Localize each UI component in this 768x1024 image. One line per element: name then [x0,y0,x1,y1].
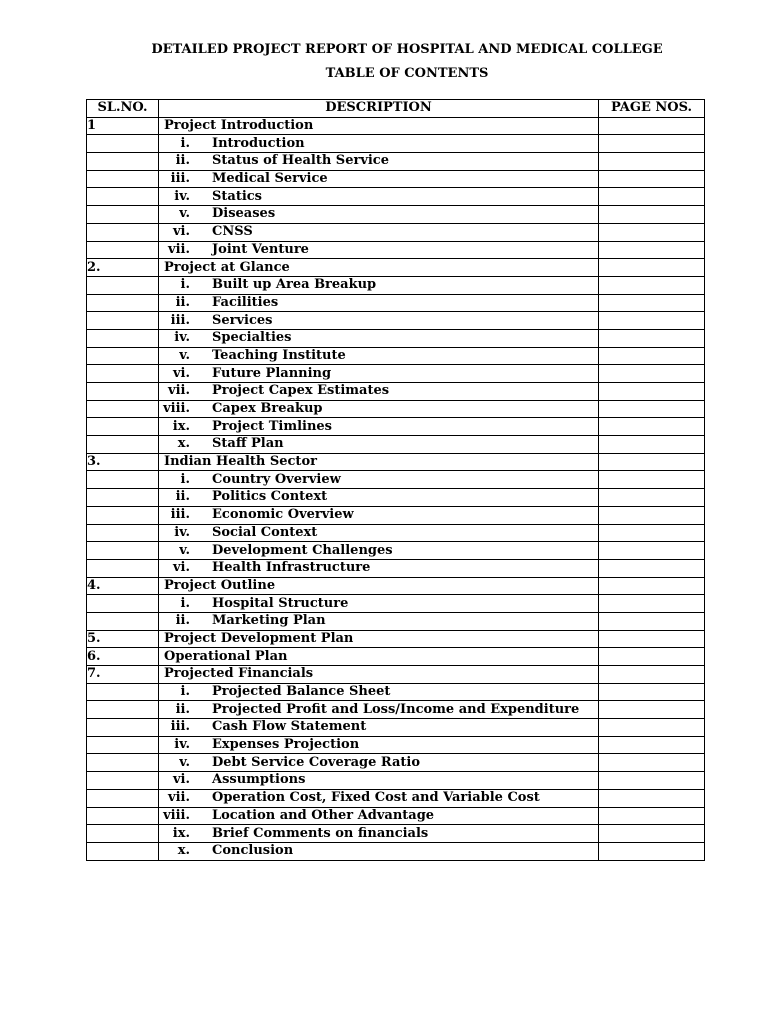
toc-roman-numeral: ii. [175,701,190,717]
toc-description [159,206,599,224]
toc-page-no [599,383,705,401]
toc-sl-no [87,276,159,294]
toc-subsection-row [87,789,705,807]
toc-subsection-row [87,559,705,577]
toc-entry-text: Economic Overview [212,507,354,523]
toc-subsection-row [87,436,705,454]
toc-heading: TABLE OF CONTENTS [325,66,489,81]
toc-roman-numeral: vii. [168,790,190,806]
toc-description [159,489,599,507]
toc-sl-no [87,489,159,507]
toc-roman-numeral: vii. [168,383,190,399]
toc-subsection-row [87,400,705,418]
toc-roman-numeral: viii. [163,401,190,417]
toc-entry-text: Country Overview [212,471,341,487]
toc-sl-no [87,170,159,188]
toc-page-no [599,666,705,684]
toc-page-no [599,701,705,719]
toc-page-no [599,825,705,843]
toc-roman-numeral: i. [180,277,190,293]
toc-section-row [87,117,705,135]
toc-roman-numeral: ii. [175,489,190,505]
toc-entry-text: Specialties [212,330,292,346]
toc-sl-no: 6. [87,648,159,666]
toc-subsection-row [87,595,705,613]
toc-roman-numeral: ii. [175,613,190,629]
toc-section-row [87,259,705,277]
toc-entry-text: Operation Cost, Fixed Cost and Variable Cost [212,790,540,806]
toc-entry-text: Projected Balance Sheet [212,684,391,700]
toc-roman-numeral: i. [180,595,190,611]
toc-entry-text: CNSS [212,224,253,240]
toc-page-no [599,489,705,507]
toc-sl-no [87,772,159,790]
toc-roman-numeral: iii. [170,507,190,523]
toc-description [159,683,599,701]
toc-description [159,117,599,135]
toc-entry-text: Location and Other Advantage [212,807,435,823]
toc-roman-numeral: i. [180,135,190,151]
toc-page-no [599,418,705,436]
toc-section-text: Project Introduction [164,118,314,134]
toc-page-no [599,276,705,294]
toc-page-no [599,153,705,171]
toc-roman-numeral: i. [180,471,190,487]
toc-subsection-row [87,365,705,383]
toc-description [159,595,599,613]
toc-sl-no [87,842,159,860]
toc-roman-numeral: iii. [170,171,190,187]
toc-sl-no [87,135,159,153]
toc-sl-no [87,612,159,630]
toc-description [159,241,599,259]
toc-page-no [599,188,705,206]
toc-subsection-row [87,825,705,843]
toc-roman-numeral: vi. [172,772,190,788]
toc-sl-no [87,206,159,224]
toc-entry-text: Expenses Projection [212,737,360,753]
toc-subsection-row [87,153,705,171]
toc-description [159,754,599,772]
toc-subsection-row [87,347,705,365]
toc-subsection-row [87,188,705,206]
toc-section-row [87,648,705,666]
toc-roman-numeral: ii. [175,294,190,310]
toc-description [159,612,599,630]
toc-description [159,471,599,489]
toc-sl-no [87,754,159,772]
toc-page-no [599,453,705,471]
toc-subsection-row [87,542,705,560]
toc-page-no [599,347,705,365]
toc-subsection-row [87,612,705,630]
toc-roman-numeral: ix. [172,825,190,841]
toc-roman-numeral: vi. [172,365,190,381]
toc-sl-no [87,365,159,383]
toc-sl-no: 7. [87,666,159,684]
toc-page-no [599,223,705,241]
toc-entry-text: Assumptions [212,772,306,788]
toc-description [159,135,599,153]
toc-page-no [599,559,705,577]
header-page-nos: PAGE NOS. [599,100,705,118]
toc-entry-text: Marketing Plan [212,613,326,629]
toc-roman-numeral: iv. [174,188,190,204]
toc-subsection-row [87,736,705,754]
toc-page-no [599,683,705,701]
toc-description [159,789,599,807]
toc-description [159,312,599,330]
toc-description [159,347,599,365]
toc-subsection-row [87,754,705,772]
toc-section-row [87,630,705,648]
toc-section-text: Indian Health Sector [164,454,317,470]
toc-sl-no [87,436,159,454]
toc-description [159,400,599,418]
toc-entry-text: Diseases [212,206,276,222]
toc-description [159,453,599,471]
toc-subsection-row [87,418,705,436]
toc-subsection-row [87,701,705,719]
toc-subsection-row [87,223,705,241]
toc-subsection-row [87,772,705,790]
toc-roman-numeral: iii. [170,719,190,735]
toc-subsection-row [87,471,705,489]
toc-page-no [599,789,705,807]
toc-page-no [599,736,705,754]
toc-page-no [599,117,705,135]
toc-entry-text: Staff Plan [212,436,284,452]
toc-sl-no [87,701,159,719]
toc-entry-text: Conclusion [212,843,294,859]
toc-subsection-row [87,683,705,701]
toc-section-text: Project Outline [164,577,276,593]
toc-roman-numeral: ii. [175,153,190,169]
toc-page-no [599,524,705,542]
toc-entry-text: Project Capex Estimates [212,383,390,399]
toc-sl-no [87,736,159,754]
toc-entry-text: Debt Service Coverage Ratio [212,754,421,770]
toc-page-no [599,577,705,595]
toc-description [159,524,599,542]
toc-roman-numeral: ix. [172,418,190,434]
toc-description [159,772,599,790]
toc-entry-text: Project Timlines [212,418,333,434]
toc-sl-no: 4. [87,577,159,595]
toc-entry-text: Services [212,312,273,328]
toc-subsection-row [87,719,705,737]
toc-section-text: Operational Plan [164,648,288,664]
toc-sl-no [87,683,159,701]
toc-page-no [599,436,705,454]
toc-entry-text: Joint Venture [212,241,309,257]
toc-section-row [87,577,705,595]
header-sl-no: SL.NO. [87,100,159,118]
toc-subsection-row [87,170,705,188]
toc-roman-numeral: iv. [174,330,190,346]
toc-sl-no [87,153,159,171]
toc-sl-no [87,825,159,843]
header-description: DESCRIPTION [159,100,599,118]
toc-sl-no [87,807,159,825]
toc-entry-text: Teaching Institute [212,347,346,363]
toc-description [159,329,599,347]
toc-sl-no [87,312,159,330]
toc-entry-text: Brief Comments on financials [212,825,429,841]
toc-roman-numeral: v. [179,347,190,363]
toc-page-no [599,259,705,277]
toc-subsection-row [87,383,705,401]
toc-sl-no [87,542,159,560]
toc-description [159,666,599,684]
toc-description [159,223,599,241]
toc-page-no [599,471,705,489]
toc-page-no [599,630,705,648]
toc-description [159,418,599,436]
toc-page-no [599,506,705,524]
toc-page-no [599,754,705,772]
toc-roman-numeral: iv. [174,737,190,753]
toc-subsection-row [87,206,705,224]
toc-sl-no [87,223,159,241]
toc-roman-numeral: v. [179,754,190,770]
toc-description [159,436,599,454]
toc-sl-no: 5. [87,630,159,648]
toc-entry-text: Built up Area Breakup [212,277,377,293]
toc-subsection-row [87,329,705,347]
toc-description [159,559,599,577]
toc-sl-no [87,789,159,807]
toc-page-no [599,206,705,224]
toc-subsection-row [87,807,705,825]
toc-description [159,153,599,171]
toc-entry-text: Hospital Structure [212,595,349,611]
toc-description [159,807,599,825]
toc-description [159,188,599,206]
toc-sl-no [87,347,159,365]
toc-page-no [599,772,705,790]
toc-page-no [599,294,705,312]
toc-roman-numeral: x. [177,436,190,452]
toc-description [159,542,599,560]
toc-entry-text: Introduction [212,135,305,151]
toc-roman-numeral: viii. [163,807,190,823]
toc-sl-no [87,719,159,737]
toc-section-text: Projected Financials [164,666,314,682]
toc-sl-no [87,506,159,524]
toc-page-no [599,135,705,153]
toc-description [159,825,599,843]
toc-subsection-row [87,135,705,153]
toc-description [159,701,599,719]
toc-section-row [87,453,705,471]
toc-body [87,117,705,860]
toc-sl-no: 3. [87,453,159,471]
toc-roman-numeral: vi. [172,224,190,240]
toc-sl-no [87,471,159,489]
toc-description [159,383,599,401]
toc-page-no [599,612,705,630]
toc-description [159,170,599,188]
toc-roman-numeral: iii. [170,312,190,328]
toc-description [159,842,599,860]
toc-description [159,648,599,666]
toc-sl-no [87,559,159,577]
toc-entry-text: Development Challenges [212,542,393,558]
toc-sl-no [87,400,159,418]
toc-page-no [599,542,705,560]
toc-section-row [87,666,705,684]
toc-page-no [599,807,705,825]
toc-page-no [599,329,705,347]
toc-entry-text: Statics [212,188,262,204]
toc-subsection-row [87,294,705,312]
toc-sl-no [87,241,159,259]
toc-subsection-row [87,312,705,330]
toc-sl-no [87,418,159,436]
toc-subsection-row [87,241,705,259]
toc-roman-numeral: vi. [172,560,190,576]
toc-page-no [599,719,705,737]
toc-entry-text: Medical Service [212,171,328,187]
toc-page-no [599,312,705,330]
toc-sl-no [87,524,159,542]
toc-entry-text: Future Planning [212,365,332,381]
toc-roman-numeral: x. [177,843,190,859]
toc-entry-text: Cash Flow Statement [212,719,367,735]
toc-page-no [599,842,705,860]
toc-sl-no: 1 [87,117,159,135]
toc-roman-numeral: vii. [168,241,190,257]
toc-sl-no [87,188,159,206]
toc-description [159,365,599,383]
toc-roman-numeral: i. [180,684,190,700]
toc-page-no [599,170,705,188]
toc-subsection-row [87,489,705,507]
toc-page-no [599,400,705,418]
toc-description [159,276,599,294]
toc-sl-no [87,329,159,347]
toc-sl-no [87,294,159,312]
toc-header-row [87,100,705,118]
toc-entry-text: Social Context [212,524,318,540]
toc-description [159,630,599,648]
toc-description [159,577,599,595]
toc-description [159,506,599,524]
document-title: DETAILED PROJECT REPORT OF HOSPITAL AND MEDICAL COLLEGE [151,42,663,57]
toc-description [159,259,599,277]
toc-entry-text: Health Infrastructure [212,560,371,576]
toc-roman-numeral: iv. [174,524,190,540]
toc-entry-text: Projected Profit and Loss/Income and Expenditure [212,701,580,717]
toc-subsection-row [87,524,705,542]
toc-roman-numeral: v. [179,542,190,558]
toc-section-text: Project at Glance [164,259,290,275]
toc-subsection-row [87,842,705,860]
toc-page-no [599,595,705,613]
toc-sl-no [87,383,159,401]
toc-entry-text: Facilities [212,294,279,310]
toc-roman-numeral: v. [179,206,190,222]
toc-subsection-row [87,506,705,524]
toc-entry-text: Status of Health Service [212,153,389,169]
toc-description [159,736,599,754]
toc-description [159,294,599,312]
toc-sl-no: 2. [87,259,159,277]
toc-page-no [599,241,705,259]
toc-entry-text: Capex Breakup [212,401,323,417]
toc-sl-no [87,595,159,613]
toc-page-no [599,648,705,666]
toc-subsection-row [87,276,705,294]
toc-entry-text: Politics Context [212,489,328,505]
toc-table [86,99,705,861]
toc-section-text: Project Development Plan [164,630,354,646]
toc-page-no [599,365,705,383]
toc-description [159,719,599,737]
